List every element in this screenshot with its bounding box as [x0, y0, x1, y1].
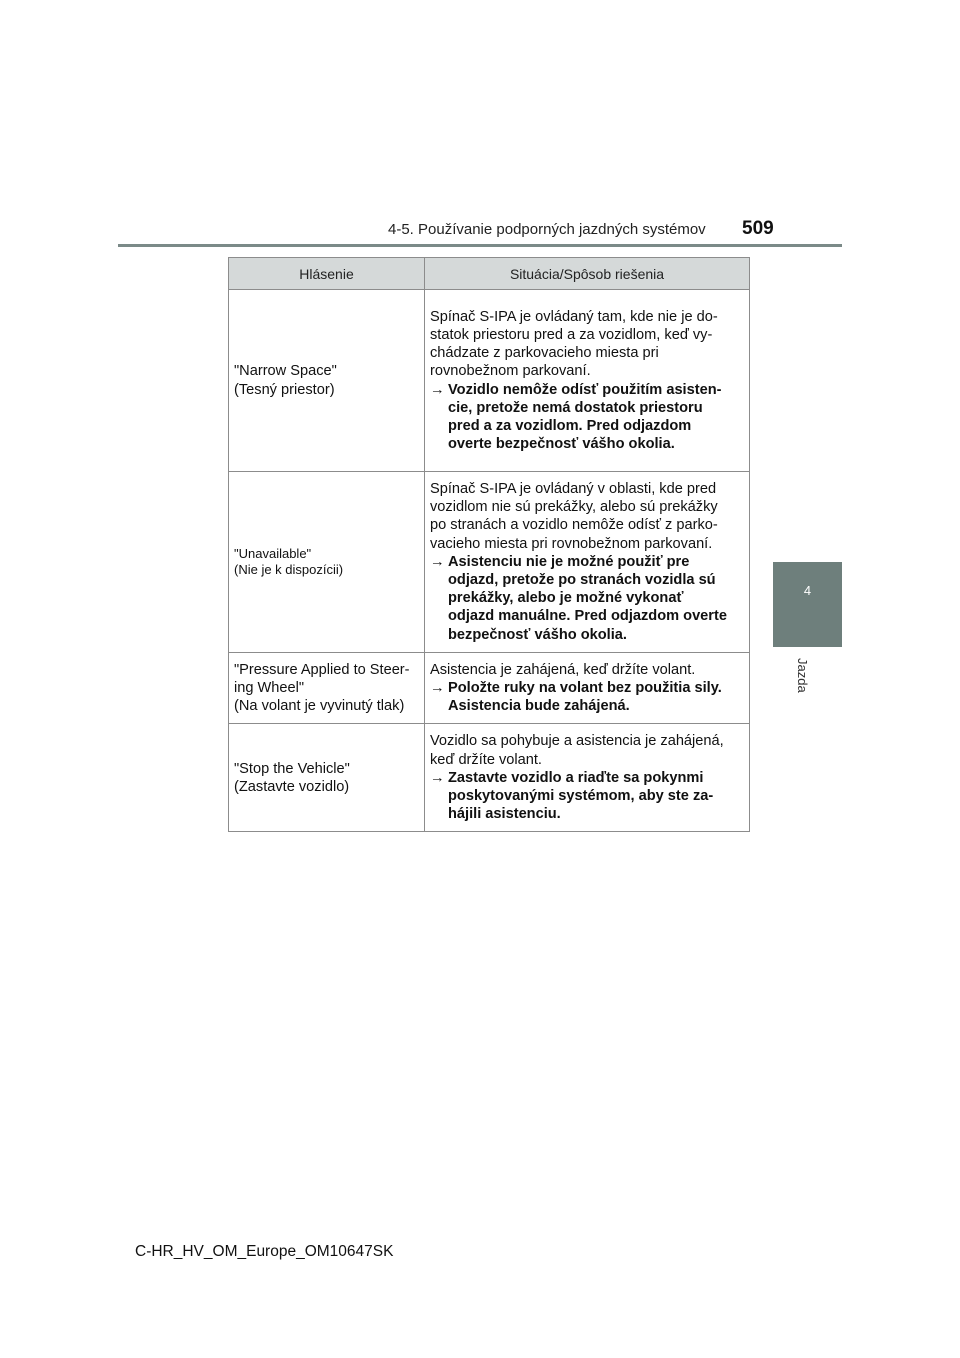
table-row — [229, 724, 750, 832]
solution-line: Asistencia bude zahájená. — [448, 698, 630, 715]
arrow-icon: → — [430, 381, 445, 398]
situation-line: rovnobežnom parkovaní. — [430, 363, 591, 380]
solution-block — [430, 381, 743, 454]
solution-line: poskytovanými systémom, aby ste za- — [448, 788, 714, 805]
message-line: (Na volant je vyvinutý tlak) — [234, 698, 405, 715]
column-header-situation: Situácia/Spôsob riešenia — [425, 258, 750, 290]
message-line: (Zastavte vozidlo) — [234, 778, 350, 795]
situation-line: statok priestoru pred a za vozidlom, keď vy- — [430, 326, 713, 343]
chapter-number: 4 — [803, 583, 812, 598]
document-code: C-HR_HV_OM_Europe_OM10647SK — [135, 1243, 394, 1260]
solution-line: odjazd, pretože po stranách vozidla sú — [448, 572, 716, 589]
situation-cell — [425, 652, 750, 724]
situation-cell — [425, 472, 750, 653]
situation-line: Spínač S-IPA je ovládaný tam, kde nie je do- — [430, 308, 718, 325]
message-cell — [229, 290, 425, 472]
chapter-label: Jazda — [795, 658, 810, 693]
solution-block — [430, 679, 743, 715]
messages-table — [228, 257, 750, 832]
solution-line: Asistenciu nie je možné použiť pre — [448, 553, 690, 570]
message-line: "Stop the Vehicle" — [234, 760, 350, 777]
situation-cell — [425, 724, 750, 832]
situation-line: keď držíte volant. — [430, 751, 542, 768]
solution-line: prekážky, alebo je možné vykonať — [448, 590, 684, 607]
page-number: 509 — [742, 218, 774, 239]
message-cell — [229, 652, 425, 724]
message-line: "Unavailable" — [234, 545, 312, 561]
situation-line: vacieho miesta pri rovnobežnom parkovaní. — [430, 535, 713, 552]
header-divider — [118, 244, 842, 247]
situation-line: Vozidlo sa pohybuje a asistencia je zahájená, — [430, 733, 724, 750]
table-row — [229, 652, 750, 724]
message-line: (Tesný priestor) — [234, 381, 335, 398]
message-line: ing Wheel" — [234, 680, 305, 697]
message-line: "Narrow Space" — [234, 363, 337, 380]
section-title: 4-5. Používanie podporných jazdných systémov — [388, 221, 706, 238]
solution-block — [430, 769, 743, 824]
arrow-icon: → — [430, 769, 445, 786]
column-header-message: Hlásenie — [229, 258, 425, 290]
solution-line: overte bezpečnosť vášho okolia. — [448, 436, 675, 453]
solution-block — [430, 553, 743, 644]
message-line: (Nie je k dispozícii) — [234, 561, 344, 577]
solution-line: bezpečnosť vášho okolia. — [448, 626, 627, 643]
chapter-tab — [773, 562, 842, 647]
situation-line: Spínač S-IPA je ovládaný v oblasti, kde pred — [430, 481, 717, 497]
table-header-row — [229, 258, 750, 290]
situation-line: po stranách a vozidlo nemôže odísť z parko- — [430, 517, 718, 534]
table-row — [229, 290, 750, 472]
situation-line: Asistencia je zahájená, keď držíte volant. — [430, 661, 696, 678]
solution-line: odjazd manuálne. Pred odjazdom overte — [448, 608, 727, 625]
arrow-icon: → — [430, 553, 445, 570]
situation-line: vozidlom nie sú prekážky, alebo sú prekážky — [430, 499, 718, 516]
message-cell — [229, 472, 425, 653]
solution-line: cie, pretože nemá dostatok priestoru — [448, 399, 703, 416]
solution-line: Položte ruky na volant bez použitia sily. — [448, 680, 722, 697]
solution-line: Vozidlo nemôže odísť použitím asisten- — [448, 381, 722, 398]
message-line: "Pressure Applied to Steer- — [234, 661, 410, 678]
situation-cell — [425, 290, 750, 472]
solution-line: hájili asistenciu. — [448, 806, 561, 823]
message-cell — [229, 724, 425, 832]
arrow-icon: → — [430, 680, 445, 697]
table-row — [229, 472, 750, 653]
solution-line: Zastavte vozidlo a riaďte sa pokynmi — [448, 769, 704, 786]
situation-line: chádzate z parkovacieho miesta pri — [430, 345, 659, 362]
solution-line: pred a za vozidlom. Pred odjazdom — [448, 417, 692, 434]
